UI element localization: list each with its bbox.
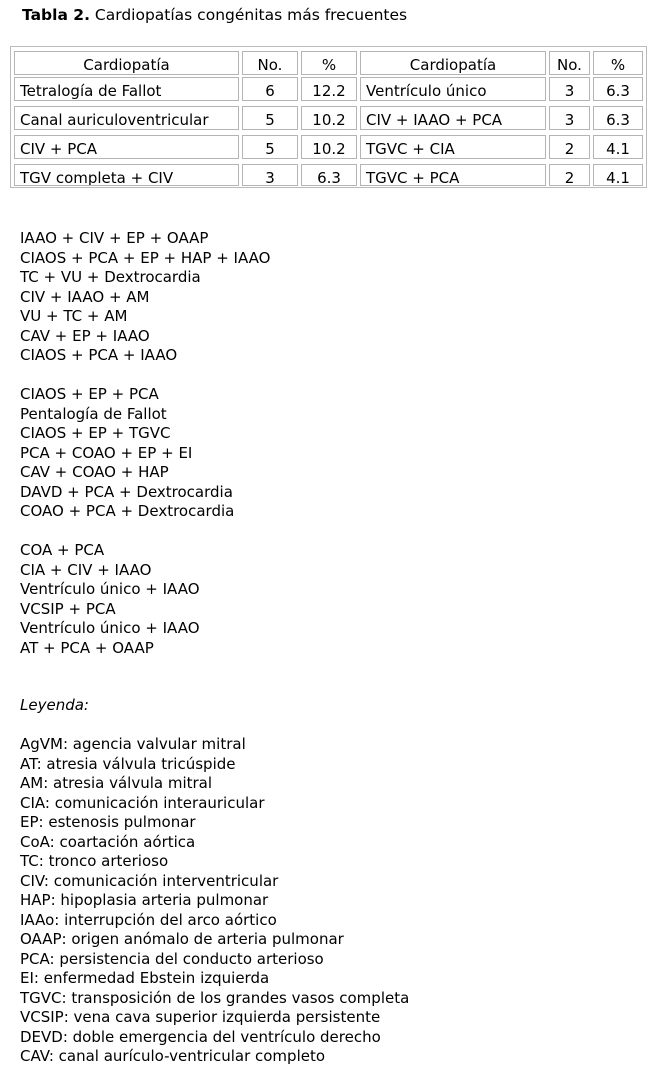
table-cell: Ventrículo único: [360, 77, 546, 101]
table-header-cell: No.: [549, 51, 590, 75]
table-cell: TGV completa + CIV: [14, 164, 239, 186]
cardiopathy-table: [10, 46, 647, 188]
legend-item: AgVM: agencia valvular mitral: [20, 735, 246, 753]
combination-item: DAVD + PCA + Dextrocardia: [20, 482, 233, 501]
legend-item: HAP: hipoplasia arteria pulmonar: [20, 891, 269, 909]
combination-item: CAV + COAO + HAP: [20, 463, 169, 481]
table-cell: CIV + PCA: [14, 135, 239, 159]
table-cell: 2: [549, 135, 590, 159]
legend-item: VCSIP: vena cava superior izquierda persistente: [20, 1008, 381, 1026]
combination-item: PCA + COAO + EP + EI: [20, 443, 193, 462]
legend-list: [20, 735, 409, 1067]
legend-item: AM: atresia válvula mitral: [20, 774, 213, 792]
table-cell: 5: [242, 106, 298, 130]
combination-item: CIAOS + PCA + EP + HAP + IAAO: [20, 248, 271, 267]
legend-item: DEVD: doble emergencia del ventrículo derecho: [20, 1027, 381, 1046]
legend-item: OAAP: origen anómalo de arteria pulmonar: [20, 930, 344, 948]
table-cell: 6: [242, 77, 298, 101]
combination-item: IAAO + CIV + EP + OAAP: [20, 229, 209, 247]
table-cell: CIV + IAAO + PCA: [360, 106, 546, 130]
combination-item: Pentalogía de Fallot: [20, 404, 167, 423]
table-cell: 3: [242, 164, 298, 186]
legend-item: CoA: coartación aórtica: [20, 832, 196, 851]
table-cell: TGVC + PCA: [360, 164, 546, 186]
table-cell: 10.2: [301, 106, 357, 130]
combination-item: CIAOS + EP + TGVC: [20, 424, 171, 442]
table-header-cell: %: [593, 51, 643, 75]
combination-group-2: [20, 385, 234, 522]
combination-item: CIV + IAAO + AM: [20, 287, 150, 306]
combination-item: CAV + EP + IAAO: [20, 326, 150, 345]
legend-heading: Leyenda:: [20, 696, 89, 714]
legend-item: PCA: persistencia del conducto arterioso: [20, 949, 324, 968]
combination-item: CIA + CIV + IAAO: [20, 560, 152, 579]
legend-item: AT: atresia válvula tricúspide: [20, 754, 236, 773]
table-cell: Tetralogía de Fallot: [14, 77, 239, 101]
table-cell: Canal auriculoventricular: [14, 106, 239, 130]
table-cell: 6.3: [593, 106, 643, 130]
table-title-label: Tabla 2.: [22, 6, 90, 24]
legend-item: IAAo: interrupción del arco aórtico: [20, 910, 277, 929]
table-cell: 6.3: [301, 164, 357, 186]
legend-item: EI: enfermedad Ebstein izquierda: [20, 969, 270, 987]
table-cell: 5: [242, 135, 298, 159]
table-cell: 2: [549, 164, 590, 186]
table-cell: 4.1: [593, 135, 643, 159]
legend-item: CAV: canal aurículo-ventricular completo: [20, 1047, 326, 1065]
combination-group-1: [20, 229, 270, 366]
table-header-cell: %: [301, 51, 357, 75]
legend-item: CIA: comunicación interauricular: [20, 793, 265, 812]
table-cell: 3: [549, 77, 590, 101]
combination-item: TC + VU + Dextrocardia: [20, 268, 201, 286]
combination-item: VCSIP + PCA: [20, 599, 116, 618]
table-title: [22, 6, 407, 24]
legend-item: CIV: comunicación interventricular: [20, 871, 279, 890]
table-cell: TGVC + CIA: [360, 135, 546, 159]
combination-item: Ventrículo único + IAAO: [20, 580, 200, 598]
combination-item: CIAOS + PCA + IAAO: [20, 346, 178, 364]
combination-item: COA + PCA: [20, 541, 105, 559]
legend-item: TC: tronco arterioso: [20, 852, 169, 870]
combination-item: COAO + PCA + Dextrocardia: [20, 502, 235, 520]
table-cell: 4.1: [593, 164, 643, 186]
table-cell: 6.3: [593, 77, 643, 101]
table-header-cell: Cardiopatía: [14, 51, 239, 75]
legend-item: EP: estenosis pulmonar: [20, 813, 196, 831]
combination-group-3: [20, 541, 200, 658]
combination-item: CIAOS + EP + PCA: [20, 385, 159, 403]
table-title-text: Cardiopatías congénitas más frecuentes: [89, 6, 408, 24]
legend-item: TGVC: transposición de los grandes vasos completa: [20, 988, 410, 1007]
combination-item: Ventrículo único + IAAO: [20, 619, 200, 637]
table-cell: 10.2: [301, 135, 357, 159]
table-header-cell: No.: [242, 51, 298, 75]
table-cell: 12.2: [301, 77, 357, 101]
table-cell: 3: [549, 106, 590, 130]
table-header-cell: Cardiopatía: [360, 51, 546, 75]
combination-item: AT + PCA + OAAP: [20, 638, 154, 657]
combination-item: VU + TC + AM: [20, 307, 128, 325]
